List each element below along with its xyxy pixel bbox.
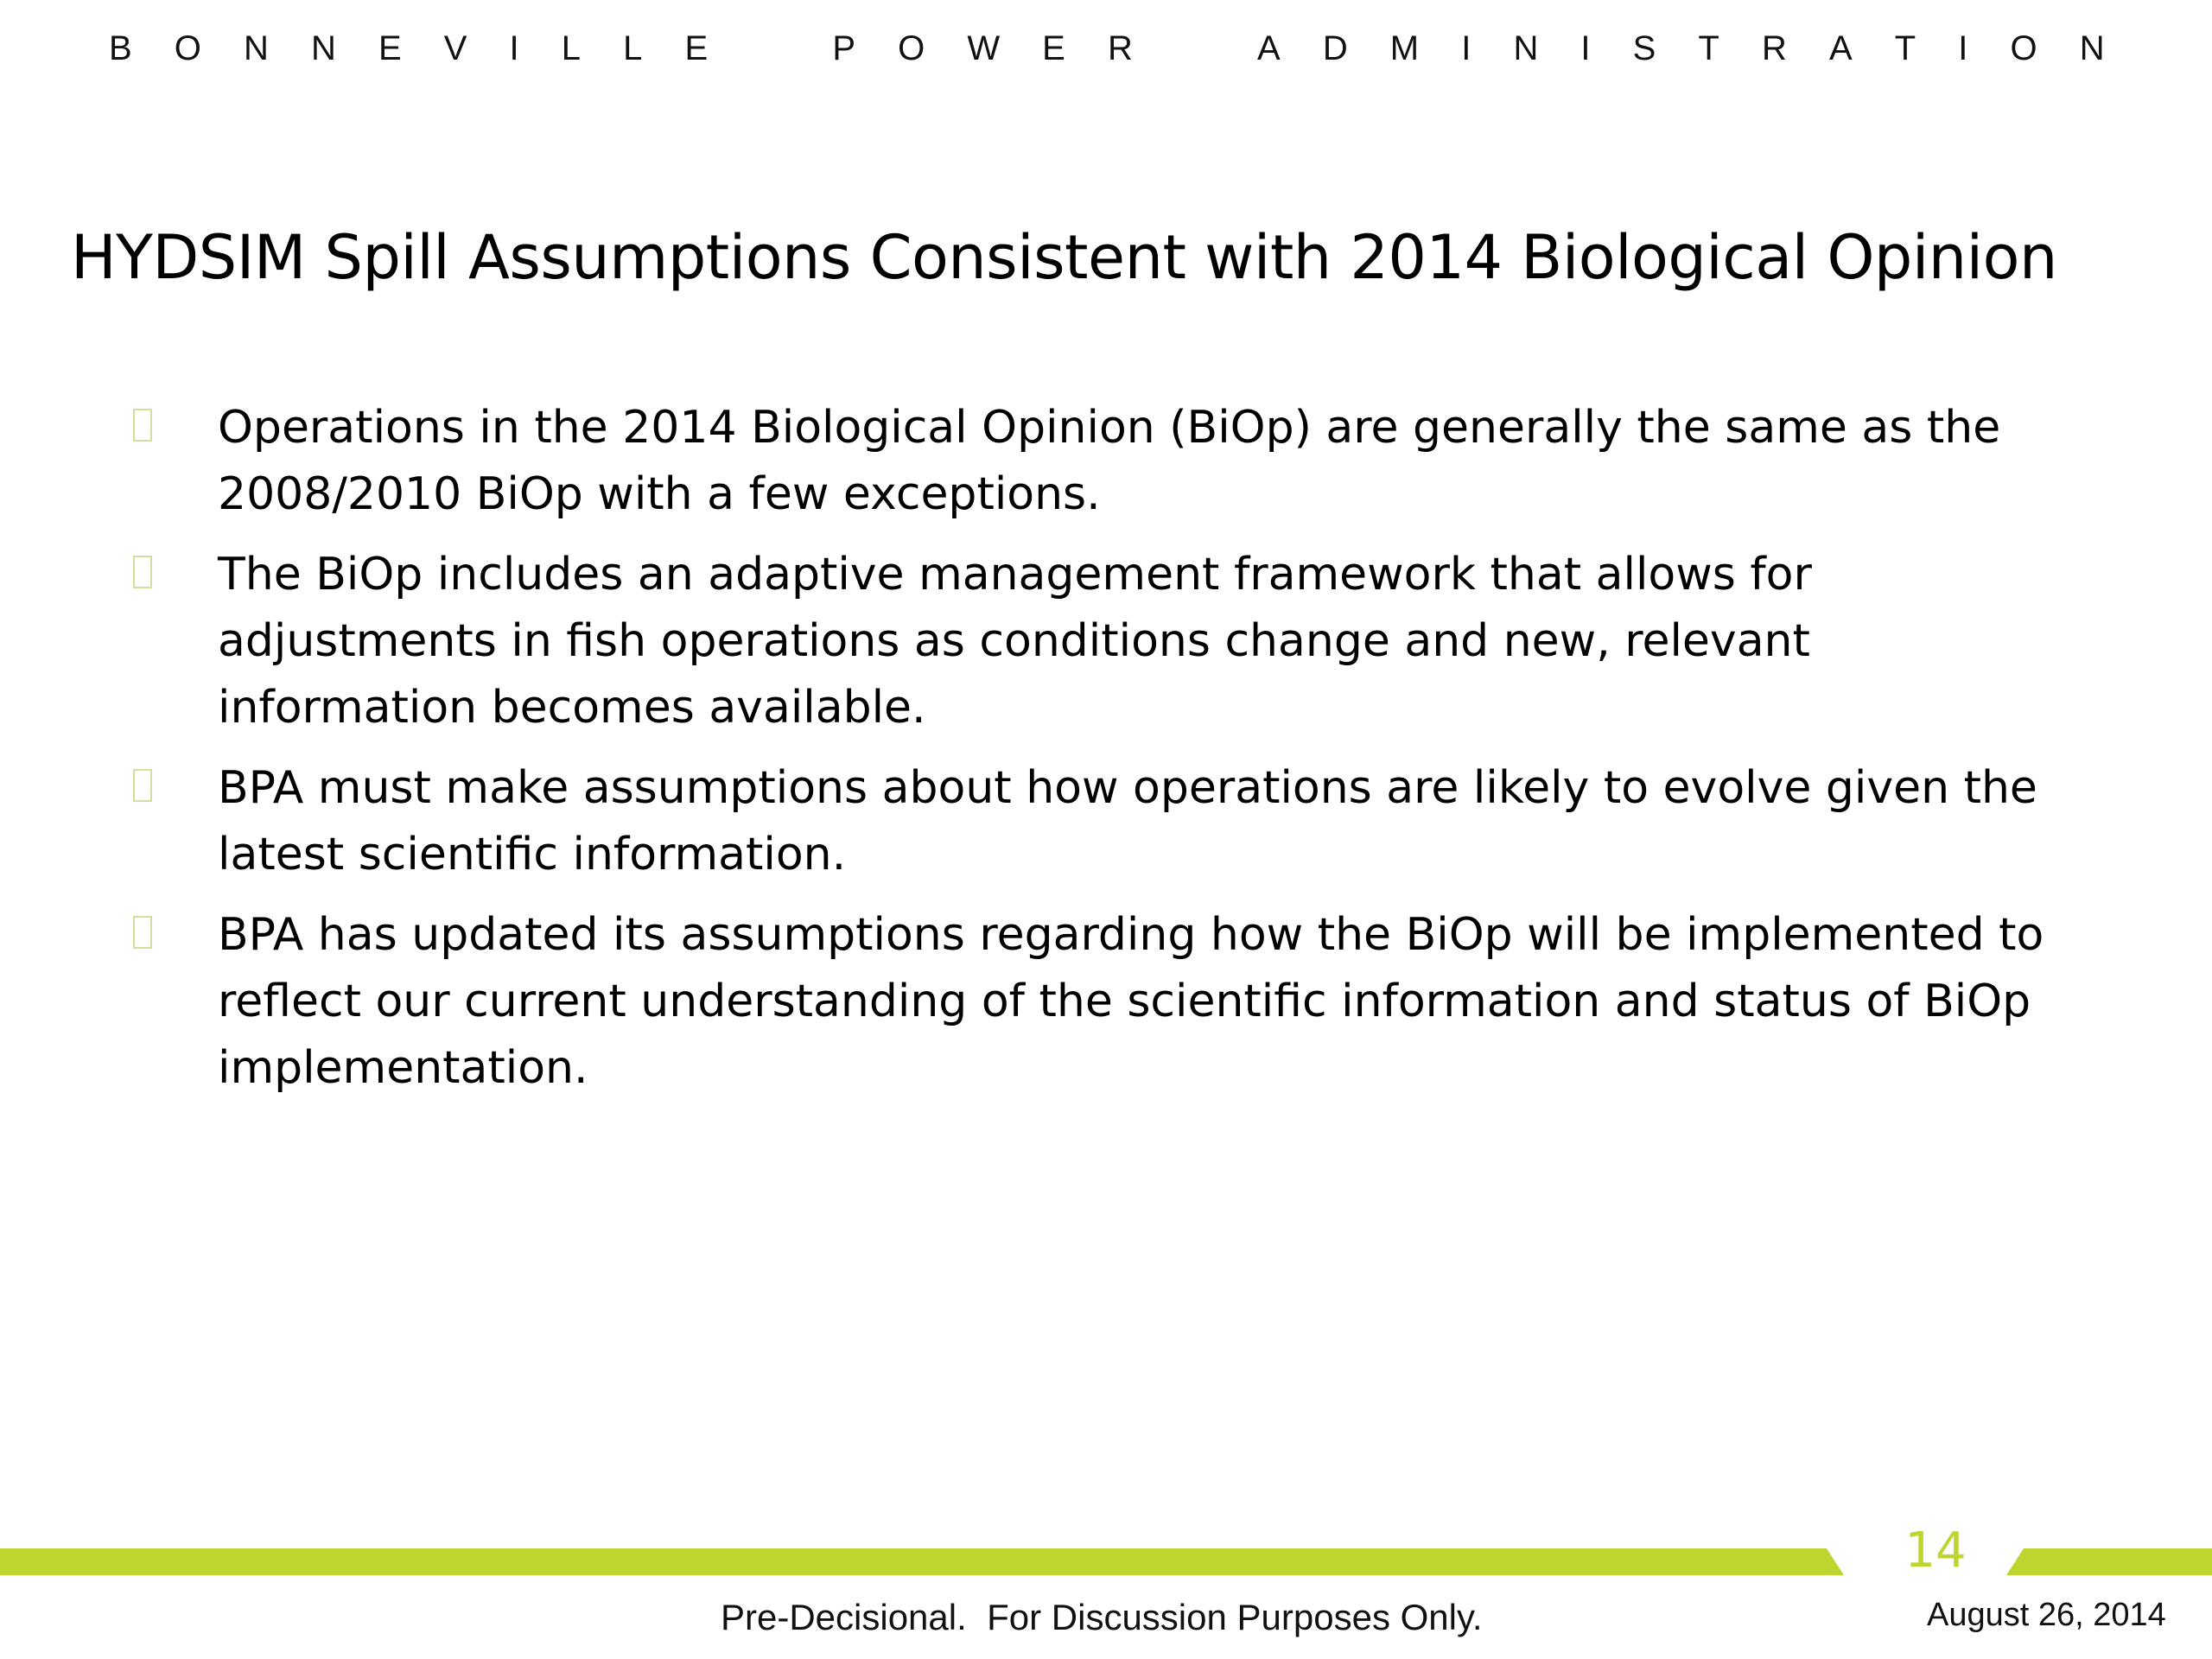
bullet-item	[128, 542, 2081, 741]
bullet-item	[128, 755, 2081, 888]
organization-header-letter: L	[561, 29, 581, 67]
word-gap	[1175, 29, 1215, 68]
organization-header-letter: V	[443, 29, 467, 67]
organization-header-letter: I	[1580, 29, 1591, 67]
organization-header-letter: N	[2079, 29, 2105, 67]
empty-box-icon	[133, 556, 152, 588]
bullet-text: BPA has updated its assumptions regarding how the BiOp will be implemented to reflect our current understanding of the scientific information and status of BiOp implementation.	[218, 909, 2044, 1094]
footer-accent-bar	[0, 1548, 1844, 1575]
organization-header-letter: O	[898, 29, 925, 67]
bullet-item	[128, 395, 2081, 528]
organization-header-letter: W	[967, 29, 1001, 67]
empty-box-icon	[133, 769, 152, 802]
footer-date: August 26, 2014	[1927, 1597, 2166, 1633]
bullet-item	[128, 902, 2081, 1102]
organization-header-letter: I	[1461, 29, 1471, 67]
organization-header-letter: E	[1042, 29, 1065, 67]
organization-header-letter: R	[1107, 29, 1133, 67]
organization-header-letter: N	[310, 29, 336, 67]
organization-header-letter: O	[2010, 29, 2037, 67]
organization-header-letter: O	[174, 29, 201, 67]
organization-header	[109, 29, 2105, 68]
bullet-text: Operations in the 2014 Biological Opinion (BiOp) are generally the same as the 2008/2010 BiOp with a few exceptions.	[218, 402, 2001, 520]
bullet-list	[128, 395, 2081, 1116]
slide-title: HYDSIM Spill Assumptions Consistent with 2014 Biological Opinion	[71, 222, 2057, 293]
organization-header-letter: E	[378, 29, 402, 67]
organization-header-letter: P	[832, 29, 855, 67]
organization-header-letter: A	[1828, 29, 1853, 67]
organization-header-letter: I	[509, 29, 519, 67]
word-gap	[750, 29, 790, 68]
footer-disclaimer: Pre-Decisional. For Discussion Purposes Only.	[721, 1597, 1483, 1637]
organization-header-letter: S	[1632, 29, 1656, 67]
organization-header-letter: I	[1958, 29, 1968, 67]
empty-box-icon	[133, 916, 152, 949]
empty-box-icon	[133, 409, 152, 442]
footer-accent-bar-end	[2006, 1548, 2212, 1575]
organization-header-letter: B	[109, 29, 132, 67]
organization-header-letter: N	[1513, 29, 1539, 67]
organization-header-letter: D	[1322, 29, 1348, 67]
organization-header-letter: A	[1257, 29, 1281, 67]
organization-header-letter: E	[684, 29, 709, 67]
bullet-text: The BiOp includes an adaptive management framework that allows for adjustments in fish operations as conditions change and new, relevant information becomes available.	[218, 549, 1812, 734]
organization-header-letter: R	[1761, 29, 1787, 67]
organization-header-letter: L	[623, 29, 643, 67]
organization-header-letter: M	[1389, 29, 1420, 67]
organization-header-letter: N	[244, 29, 269, 67]
bullet-text: BPA must make assumptions about how operations are likely to evolve given the latest scientific information.	[218, 762, 2037, 880]
organization-header-letter: T	[1894, 29, 1916, 67]
page-number: 14	[1904, 1522, 1967, 1579]
organization-header-letter: T	[1698, 29, 1719, 67]
